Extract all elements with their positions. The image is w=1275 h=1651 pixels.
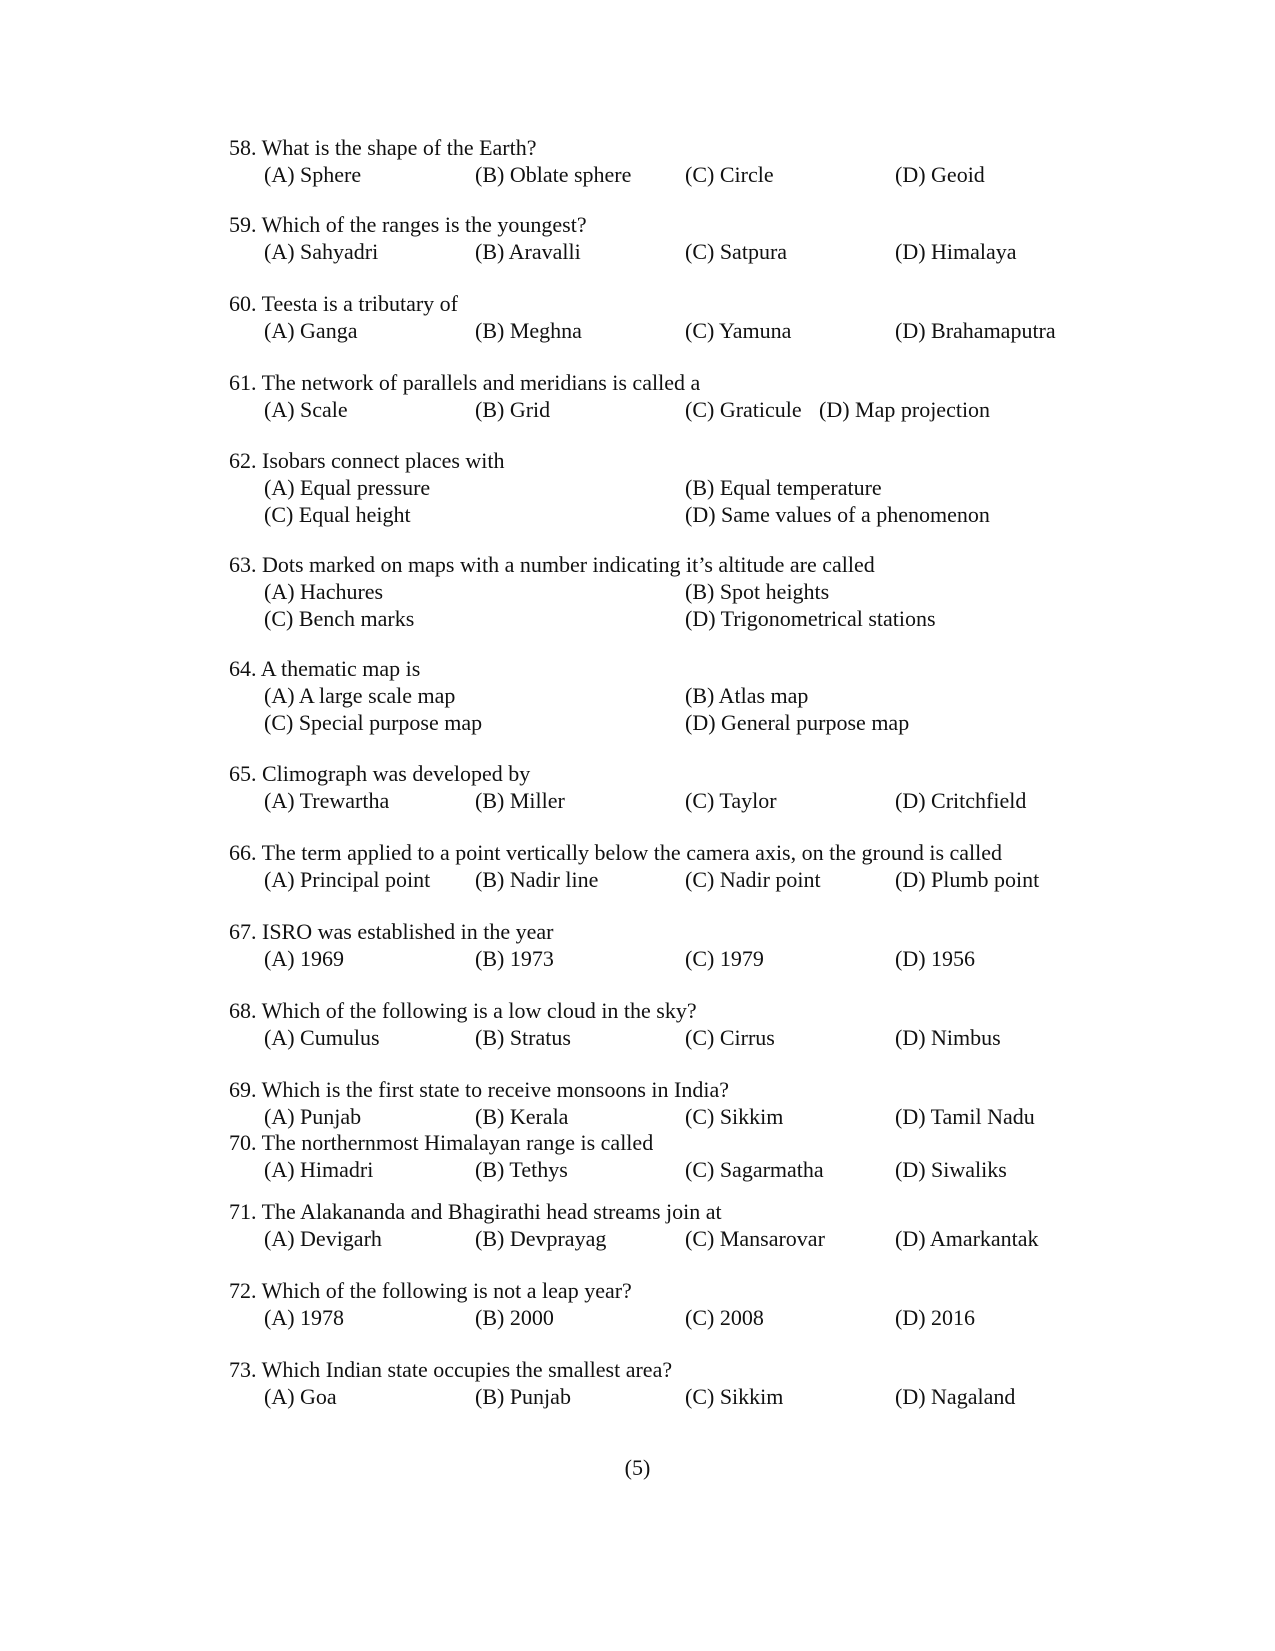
option-c: (C) Cirrus <box>685 1025 775 1050</box>
option-d: (D) 1956 <box>895 946 976 971</box>
question-62 <box>229 447 1129 528</box>
option-d: (D) Map projection <box>819 397 991 422</box>
option-d: (D) Critchfield <box>895 788 1027 813</box>
option-d: (D) Himalaya <box>895 239 1017 264</box>
option-d: (D) Nagaland <box>895 1384 1016 1409</box>
question-64 <box>229 655 1129 736</box>
option-d: (D) General purpose map <box>685 710 910 735</box>
option-a: (A) A large scale map <box>264 683 456 708</box>
options-row <box>229 161 1129 188</box>
option-d: (D) Siwaliks <box>895 1157 1007 1182</box>
question-70 <box>229 1129 1129 1183</box>
option-c: (C) 2008 <box>685 1305 764 1330</box>
option-b: (B) Stratus <box>475 1025 571 1050</box>
option-c: (C) Nadir point <box>685 867 821 892</box>
question-stem: 73. Which Indian state occupies the smallest area? <box>229 1357 673 1382</box>
option-c: (C) 1979 <box>685 946 764 971</box>
option-d: (D) Amarkantak <box>895 1226 1039 1251</box>
option-b: (B) Kerala <box>475 1104 569 1129</box>
question-65 <box>229 760 1129 814</box>
option-b: (B) Atlas map <box>685 683 809 708</box>
option-a: (A) Principal point <box>264 867 431 892</box>
question-stem: 65. Climograph was developed by <box>229 761 531 786</box>
option-d: (D) 2016 <box>895 1305 976 1330</box>
question-stem: 72. Which of the following is not a leap year? <box>229 1278 632 1303</box>
option-a: (A) Sphere <box>264 162 362 187</box>
options-row <box>229 1383 1129 1410</box>
question-73 <box>229 1356 1129 1410</box>
question-68 <box>229 997 1129 1051</box>
option-c: (C) Graticule <box>685 397 802 422</box>
option-a: (A) Cumulus <box>264 1025 380 1050</box>
question-stem: 66. The term applied to a point vertically below the camera axis, on the ground is called <box>229 840 1003 865</box>
question-stem: 61. The network of parallels and meridians is called a <box>229 370 701 395</box>
option-a: (A) Goa <box>264 1384 337 1409</box>
question-stem: 59. Which of the ranges is the youngest? <box>229 212 587 237</box>
option-c: (C) Circle <box>685 162 774 187</box>
question-stem: 58. What is the shape of the Earth? <box>229 135 537 160</box>
option-b: (B) 2000 <box>475 1305 554 1330</box>
question-60 <box>229 290 1129 344</box>
option-a: (A) Sahyadri <box>264 239 379 264</box>
option-b: (B) Aravalli <box>475 239 581 264</box>
option-b: (B) Devprayag <box>475 1226 607 1251</box>
option-a: (A) Ganga <box>264 318 358 343</box>
option-d: (D) Same values of a phenomenon <box>685 502 990 527</box>
option-a: (A) Himadri <box>264 1157 374 1182</box>
option-d: (D) Tamil Nadu <box>895 1104 1035 1129</box>
question-stem: 62. Isobars connect places with <box>229 448 505 473</box>
question-stem: 69. Which is the first state to receive monsoons in India? <box>229 1077 729 1102</box>
option-d: (D) Plumb point <box>895 867 1040 892</box>
option-c: (C) Special purpose map <box>264 710 483 735</box>
options-grid <box>229 578 1129 632</box>
options-row <box>229 787 1129 814</box>
options-row <box>229 1304 1129 1331</box>
question-stem: 63. Dots marked on maps with a number indicating it’s altitude are called <box>229 552 875 577</box>
question-69 <box>229 1076 1129 1130</box>
option-a: (A) 1969 <box>264 946 345 971</box>
option-c: (C) Yamuna <box>685 318 792 343</box>
option-c: (C) Bench marks <box>264 606 415 631</box>
option-b: (B) Punjab <box>475 1384 571 1409</box>
options-row <box>229 945 1129 972</box>
option-c: (C) Sikkim <box>685 1384 784 1409</box>
option-b: (B) Miller <box>475 788 565 813</box>
option-b: (B) Meghna <box>475 318 582 343</box>
question-58 <box>229 134 1129 188</box>
option-c: (C) Sagarmatha <box>685 1157 824 1182</box>
option-b: (B) 1973 <box>475 946 554 971</box>
option-a: (A) 1978 <box>264 1305 345 1330</box>
question-stem: 71. The Alakananda and Bhagirathi head streams join at <box>229 1199 722 1224</box>
question-59 <box>229 211 1129 265</box>
option-d: (D) Brahamaputra <box>895 318 1056 343</box>
question-63 <box>229 551 1129 632</box>
option-d: (D) Trigonometrical stations <box>685 606 936 631</box>
options-row <box>229 1225 1129 1252</box>
option-a: (A) Scale <box>264 397 348 422</box>
option-d: (D) Nimbus <box>895 1025 1001 1050</box>
question-66 <box>229 839 1129 893</box>
question-67 <box>229 918 1129 972</box>
options-row <box>229 1103 1129 1130</box>
page-number: (5) <box>624 1455 651 1480</box>
option-b: (B) Spot heights <box>685 579 830 604</box>
question-72 <box>229 1277 1129 1331</box>
question-stem: 64. A thematic map is <box>229 656 421 681</box>
option-c: (C) Sikkim <box>685 1104 784 1129</box>
options-row <box>229 317 1129 344</box>
question-stem: 70. The northernmost Himalayan range is called <box>229 1130 654 1155</box>
question-71 <box>229 1198 1129 1252</box>
question-61 <box>229 369 1129 423</box>
option-a: (A) Hachures <box>264 579 384 604</box>
option-b: (B) Grid <box>475 397 551 422</box>
question-stem: 60. Teesta is a tributary of <box>229 291 458 316</box>
options-row <box>229 1024 1129 1051</box>
option-d: (D) Geoid <box>895 162 985 187</box>
option-c: (C) Mansarovar <box>685 1226 825 1251</box>
option-a: (A) Devigarh <box>264 1226 382 1251</box>
option-a: (A) Punjab <box>264 1104 362 1129</box>
question-stem: 68. Which of the following is a low cloud in the sky? <box>229 998 697 1023</box>
options-grid <box>229 682 1129 736</box>
options-row <box>229 396 1129 423</box>
option-b: (B) Nadir line <box>475 867 599 892</box>
option-c: (C) Taylor <box>685 788 777 813</box>
options-row <box>229 866 1129 893</box>
option-c: (C) Satpura <box>685 239 788 264</box>
question-stem: 67. ISRO was established in the year <box>229 919 554 944</box>
options-grid <box>229 474 1129 528</box>
options-row <box>229 1156 1129 1183</box>
option-b: (B) Equal temperature <box>685 475 882 500</box>
option-b: (B) Oblate sphere <box>475 162 632 187</box>
option-b: (B) Tethys <box>475 1157 568 1182</box>
option-a: (A) Equal pressure <box>264 475 431 500</box>
option-c: (C) Equal height <box>264 502 411 527</box>
option-a: (A) Trewartha <box>264 788 390 813</box>
options-row <box>229 238 1129 265</box>
